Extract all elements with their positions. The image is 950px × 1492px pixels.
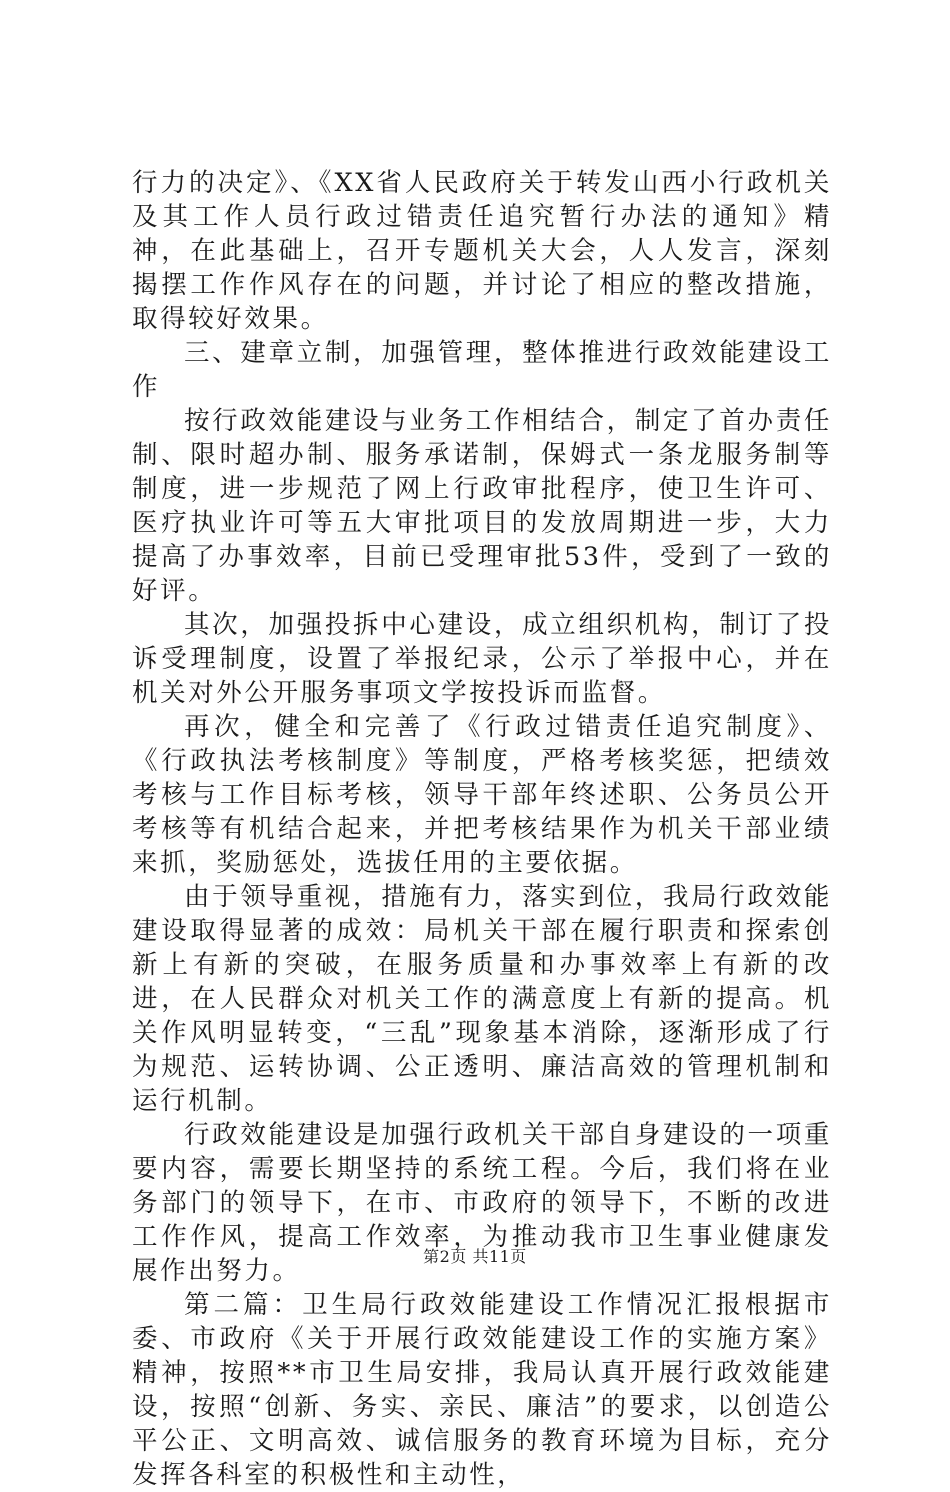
document-body bbox=[132, 166, 832, 1492]
page-number-footer: 第2页 共11页 bbox=[423, 1247, 527, 1266]
paragraph-1: 行力的决定》、《XX省人民政府关于转发山西小行政机关及其工作人员行政过错责任追究暂行办法的通知》精神，在此基础上，召开专题机关大会，人人发言，深刻揭摆工作作风存在的问题，并讨论了相应的整改措施，取得较好效果。 bbox=[132, 168, 832, 334]
paragraph-4: 其次，加强投拆中心建设，成立组织机构，制订了投诉受理制度，设置了举报纪录，公示了举报中心，并在机关对外公开服务事项文学按投诉而监督。 bbox=[132, 610, 832, 708]
paragraph-5: 再次，健全和完善了《行政过错责任追究制度》、《行政执法考核制度》等制度，严格考核奖惩，把绩效考核与工作目标考核，领导干部年终述职、公务员公开考核等有机结合起来，并把考核结果作为机关干部业绩来抓，奖励惩处，选拔任用的主要依据。 bbox=[132, 712, 832, 878]
paragraph-2: 三、建章立制，加强管理，整体推进行政效能建设工作 bbox=[132, 338, 832, 402]
paragraph-6: 由于领导重视，措施有力，落实到位，我局行政效能建设取得显著的成效：局机关干部在履行职责和探索创新上有新的突破，在服务质量和办事效率上有新的改进，在人民群众对机关工作的满意度上有新的提高。机关作风明显转变，“三乱”现象基本消除，逐渐形成了行为规范、运转协调、公正透明、廉洁高效的管理机制和运行机制。 bbox=[132, 882, 832, 1116]
paragraph-8: 第二篇：卫生局行政效能建设工作情况汇报根据市委、市政府《关于开展行政效能建设工作的实施方案》精神，按照**市卫生局安排，我局认真开展行政效能建设，按照“创新、务实、亲民、廉洁”的要求，以创造公平公正、文明高效、诚信服务的教育环境为目标，充分发挥各科室的积极性和主动性， bbox=[132, 1290, 832, 1490]
paragraph-7: 行政效能建设是加强行政机关干部自身建设的一项重要内容，需要长期坚持的系统工程。今后，我们将在业务部门的领导下，在市、市政府的领导下，不断的改进工作作风，提高工作效率，为推动我市卫生事业健康发展作出努力。 bbox=[132, 1120, 832, 1286]
paragraph-3: 按行政效能建设与业务工作相结合，制定了首办责任制、限时超办制、服务承诺制，保姆式一条龙服务制等制度，进一步规范了网上行政审批程序，使卫生许可、医疗执业许可等五大审批项目的发放周期进一步，大力提高了办事效率，目前已受理审批53件，受到了一致的好评。 bbox=[132, 406, 832, 606]
